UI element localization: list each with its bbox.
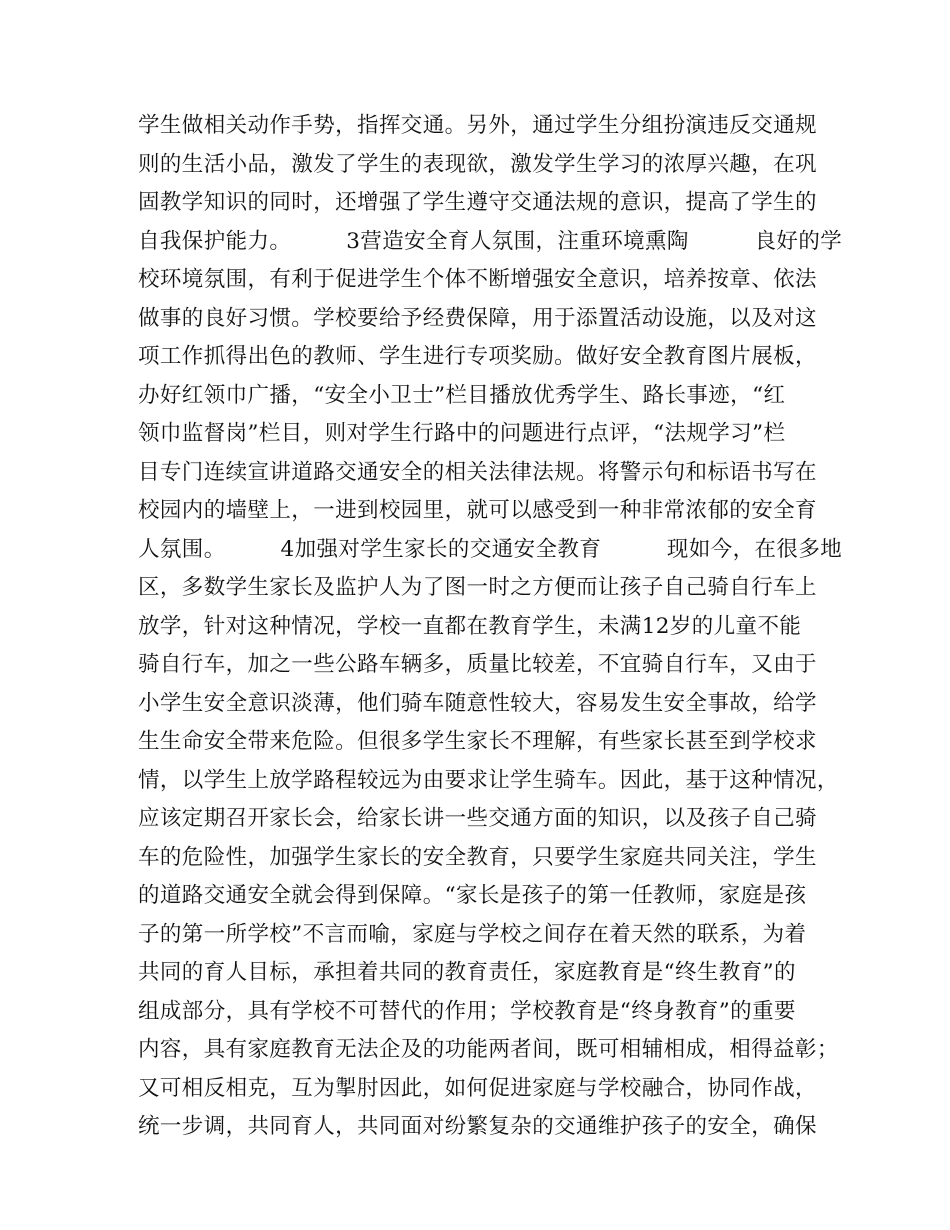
text-line: 的道路交通安全就会得到保障。“家长是孩子的第一任教师，家庭是孩 bbox=[138, 883, 807, 908]
text-line: 又可相反相克，互为掣肘因此，如何促进家庭与学校融合，协同作战， bbox=[138, 1075, 817, 1101]
text-line: 自我保护能力。 3营造安全育人氛围，注重环境熏陶 良好的学 bbox=[138, 228, 843, 254]
text-line: 共同的育人目标，承担着共同的教育责任，家庭教育是“终生教育”的 bbox=[138, 960, 796, 985]
text-line: 目专门连续宣讲道路交通安全的相关法律法规。将警示句和标语书写在 bbox=[138, 459, 817, 485]
text-line: 内容，具有家庭教育无法企及的功能两者间，既可相辅相成，相得益彰； bbox=[138, 1037, 839, 1062]
text-line: 人氛围。 4加强对学生家长的交通安全教育 现如今，在很多地 bbox=[138, 536, 843, 562]
text-line: 项工作抓得出色的教师、学生进行专项奖励。做好安全教育图片展板， bbox=[138, 344, 817, 369]
text-line: 校园内的墙壁上，一进到校园里，就可以感受到一种非常浓郁的安全育 bbox=[138, 498, 817, 523]
text-line: 做事的良好习惯。学校要给予经费保障，用于添置活动设施，以及对这 bbox=[138, 305, 817, 331]
text-line: 领巾监督岗”栏目，则对学生行路中的问题进行点评，“法规学习”栏 bbox=[138, 421, 786, 446]
text-line: 应该定期召开家长会，给家长讲一些交通方面的知识，以及孩子自己骑 bbox=[138, 806, 817, 831]
text-line: 统一步调，共同育人，共同面对纷繁复杂的交通维护孩子的安全，确保 bbox=[138, 1114, 817, 1139]
text-line: 校环境氛围，有利于促进学生个体不断增强安全意识，培养按章、依法 bbox=[138, 267, 817, 292]
text-line: 放学，针对这种情况，学校一直都在教育学生，未满12岁的儿童不能 bbox=[138, 613, 802, 639]
text-line: 情，以学生上放学路程较远为由要求让学生骑车。因此，基于这种情况， bbox=[138, 767, 839, 793]
text-line: 则的生活小品，激发了学生的表现欲，激发学生学习的浓厚兴趣，在巩 bbox=[138, 151, 817, 177]
text-line: 办好红领巾广播，“安全小卫士”栏目播放优秀学生、路长事迹，“红 bbox=[138, 382, 786, 408]
text-line: 固教学知识的同时，还增强了学生遵守交通法规的意识，提高了学生的 bbox=[138, 190, 817, 215]
text-line: 组成部分，具有学校不可替代的作用；学校教育是“终身教育”的重要 bbox=[138, 998, 796, 1024]
text-line: 小学生安全意识淡薄，他们骑车随意性较大，容易发生安全事故，给学 bbox=[138, 690, 817, 716]
text-line: 生生命安全带来危险。但很多学生家长不理解，有些家长甚至到学校求 bbox=[138, 729, 817, 754]
text-line: 车的危险性，加强学生家长的安全教育，只要学生家庭共同关注，学生 bbox=[138, 844, 817, 870]
text-line: 学生做相关动作手势，指挥交通。另外，通过学生分组扮演违反交通规 bbox=[138, 113, 817, 138]
text-line: 子的第一所学校”不言而喻，家庭与学校之间存在着天然的联系，为着 bbox=[138, 921, 807, 947]
body-text bbox=[138, 107, 843, 1147]
text-line: 区，多数学生家长及监护人为了图一时之方便而让孩子自己骑自行车上 bbox=[138, 575, 817, 600]
text-line: 骑自行车，加之一些公路车辆多，质量比较差，不宜骑自行车，又由于 bbox=[138, 652, 817, 677]
